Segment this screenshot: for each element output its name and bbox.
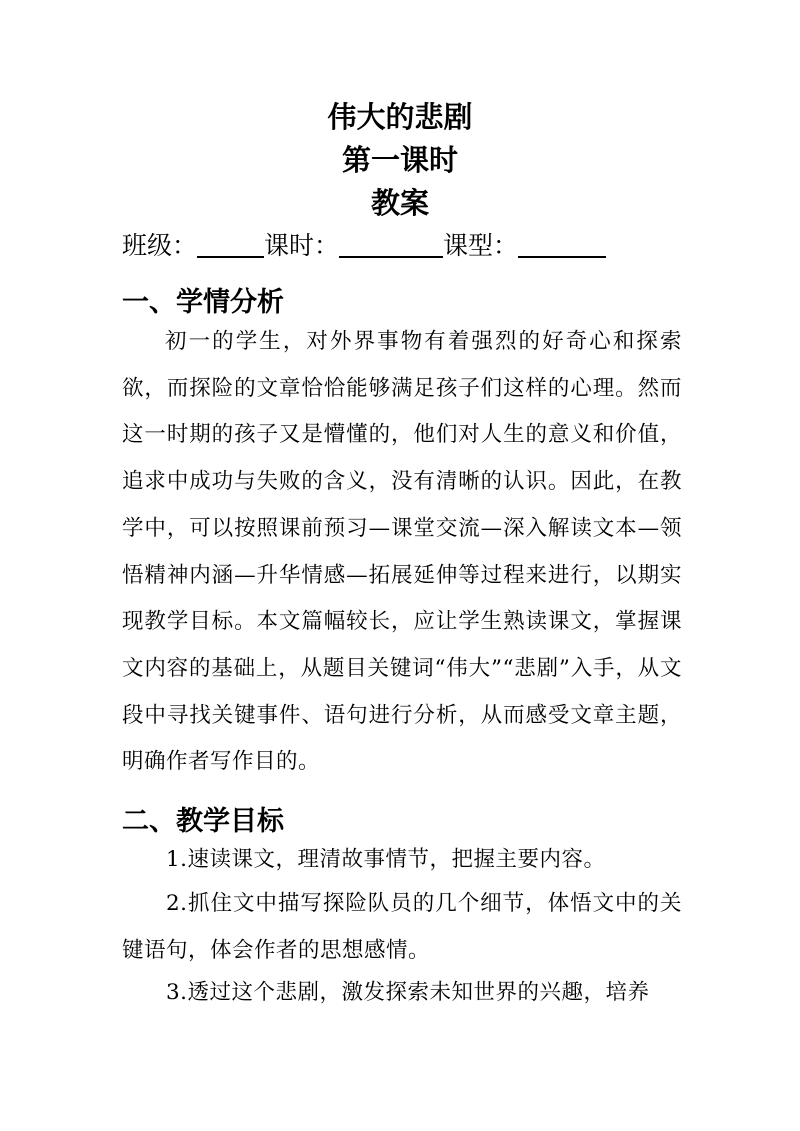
- document-type-title: 教案: [370, 186, 429, 220]
- period-blank-line: [339, 226, 443, 258]
- class-info-row: [122, 226, 682, 266]
- section-heading-learner-analysis: 一、学情分析: [122, 287, 284, 318]
- objective-item-3: 3.透过这个悲剧，激发探索未知世界的兴趣，培养: [166, 980, 650, 1005]
- lesson-period-title: 第一课时: [341, 143, 458, 177]
- document-title: 伟大的悲剧: [327, 100, 473, 134]
- period-label: 课时：: [264, 231, 340, 260]
- objective-item-2: 2.抓住文中描写探险队员的几个细节，体悟文中的关键语句，体会作者的思想感情。: [122, 891, 682, 963]
- learner-analysis-paragraph: 初一的学生，对外界事物有着强烈的好奇心和探索欲，而探险的文章恰恰能够满足孩子们这样的心理。然而这一时期的孩子又是懵懂的，他们对人生的意义和价值，追求中成功与失败的含义，没有清晰的认识。因此，在教学中，可以按照课前预习—课堂交流—深入解读文本—领悟精神内涵—升华情感—拓展延伸等过程来进行，以期实现教学目标。本文篇幅较长，应让学生熟读课文，掌握课文内容的基础上，从题目关键词“伟大”“悲剧”入手，从文段中寻找关键事件、语句进行分析，从而感受文章主题，明确作者写作目的。: [122, 329, 682, 775]
- class-blank-line: [197, 226, 264, 258]
- lesson-type-label: 课型：: [443, 231, 519, 260]
- objective-item-1: 1.速读课文，理清故事情节，把握主要内容。: [166, 847, 606, 872]
- lesson-type-blank-line: [518, 226, 606, 258]
- class-label: 班级：: [122, 231, 198, 260]
- section-heading-teaching-objectives: 二、教学目标: [122, 806, 284, 837]
